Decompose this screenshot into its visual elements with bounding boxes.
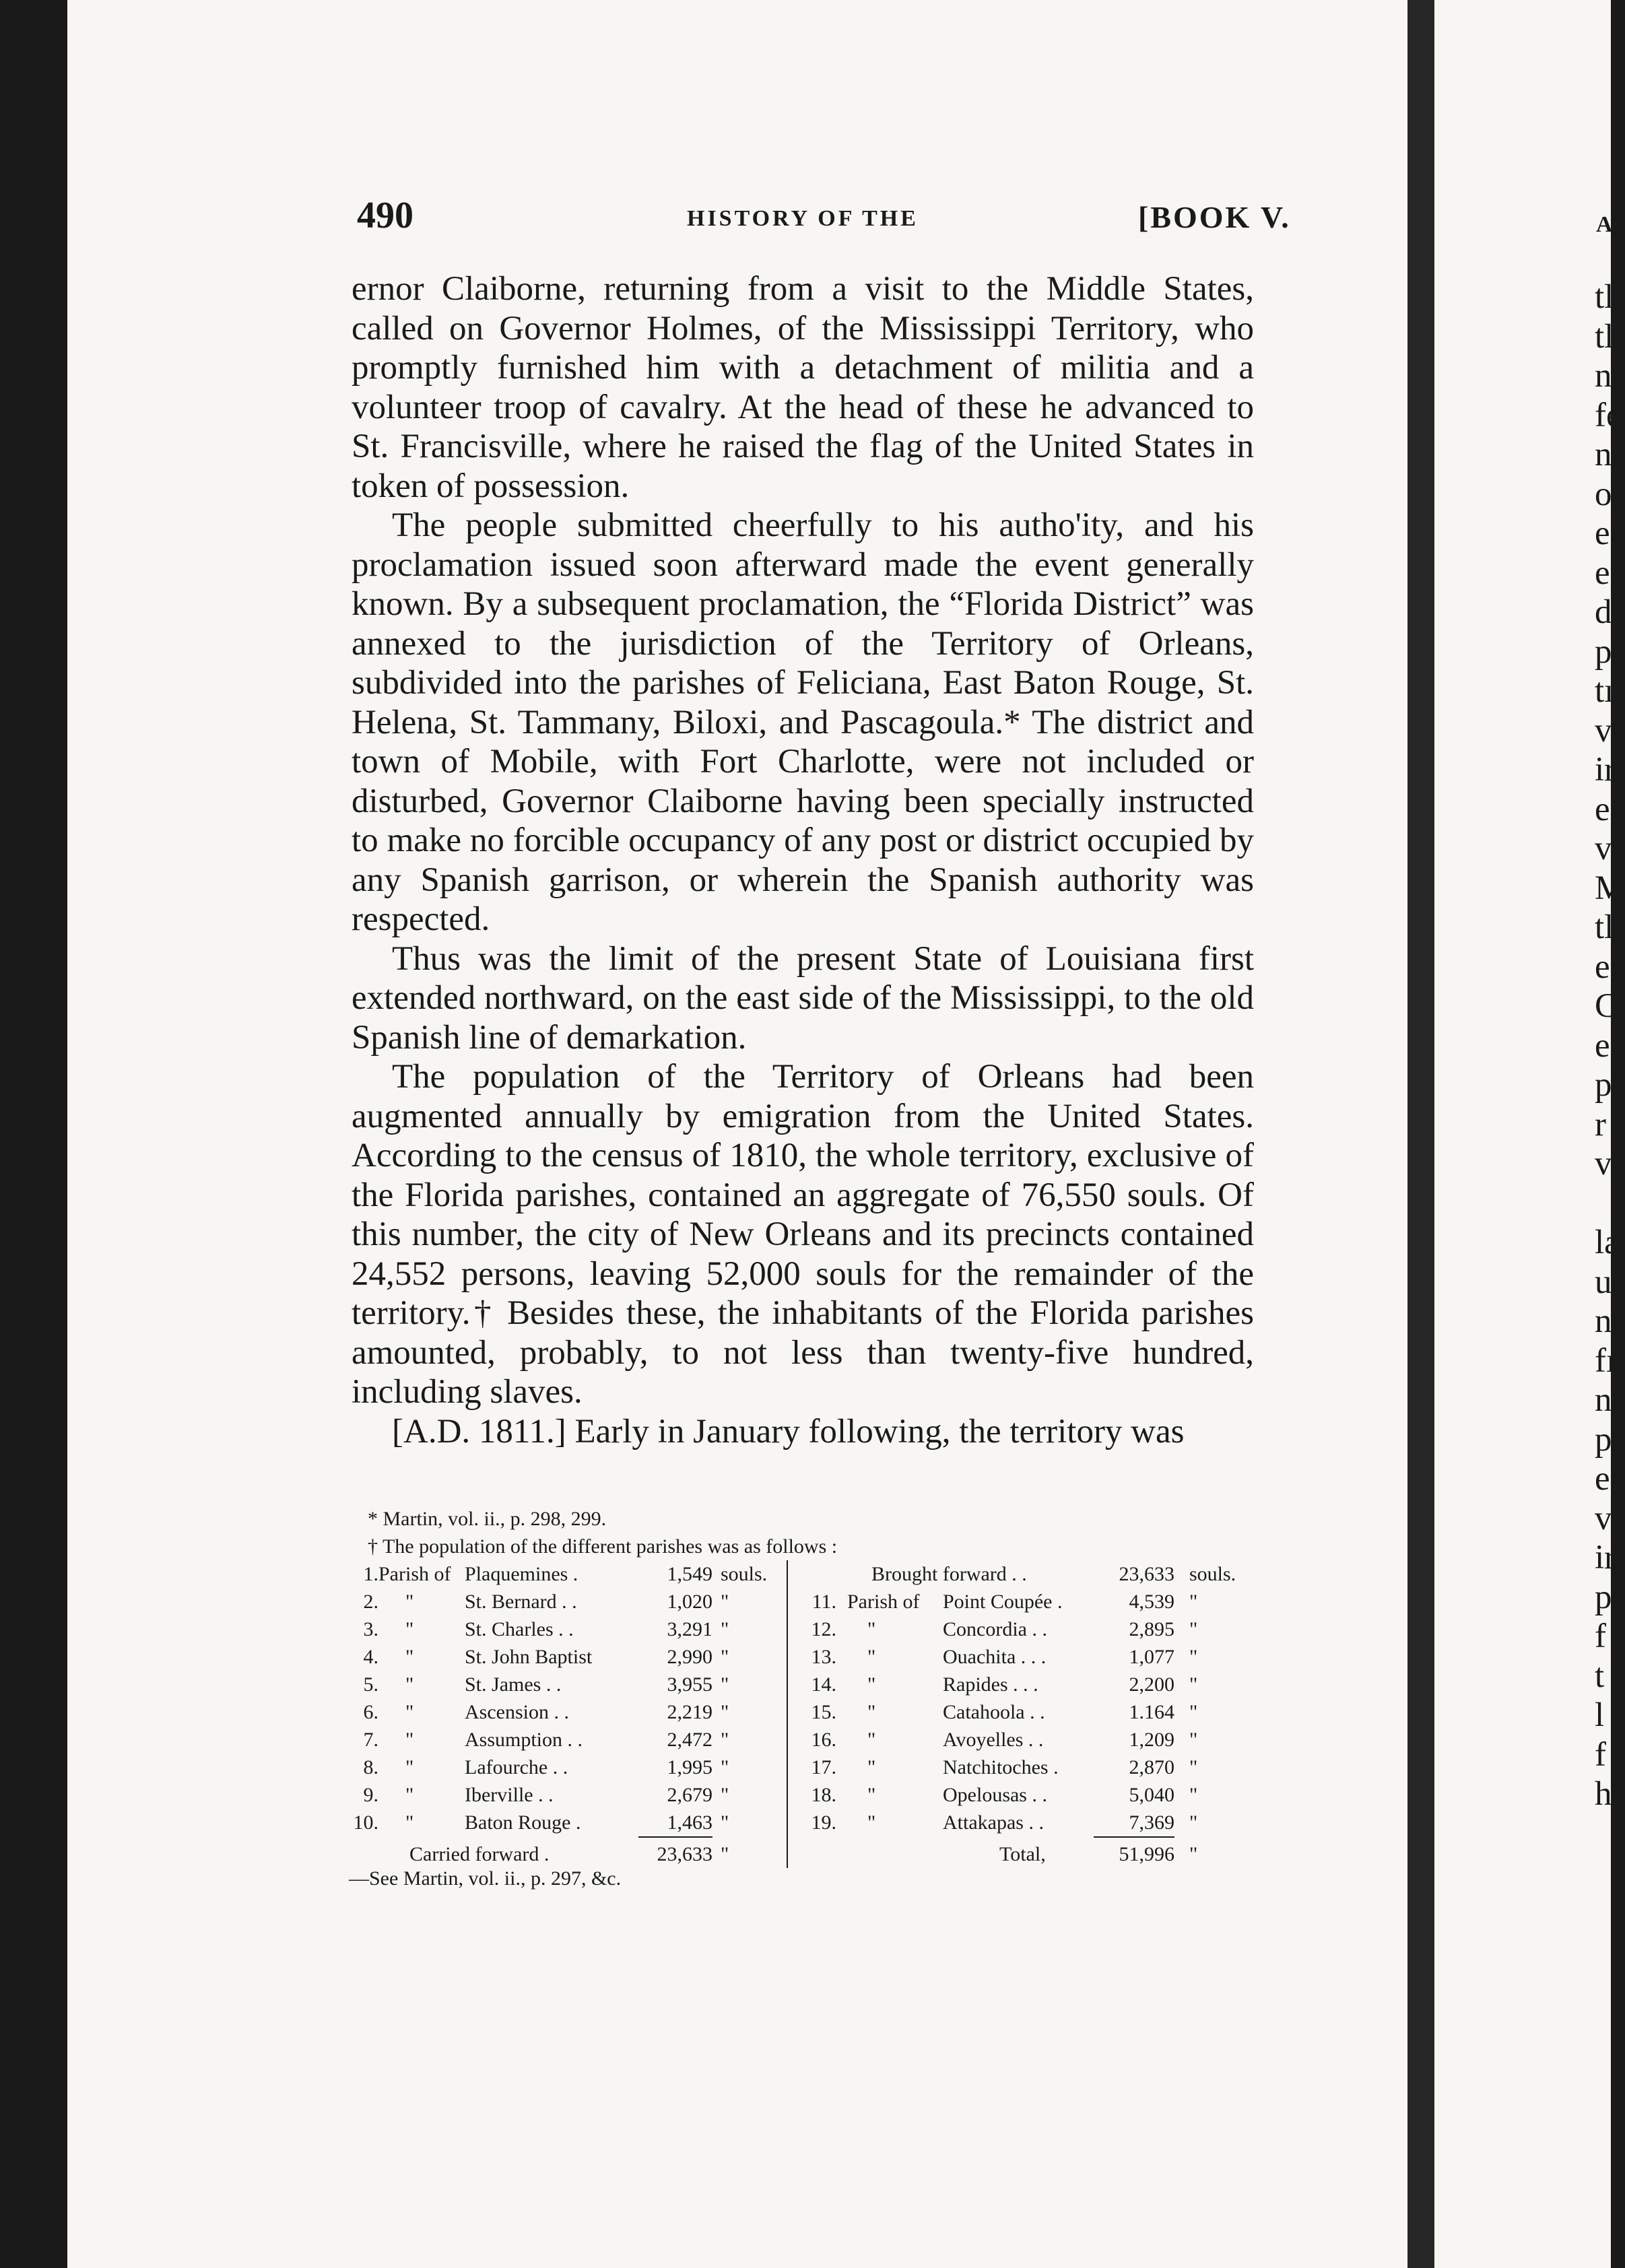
parish-name: Iberville . . [465,1784,554,1806]
facing-line-fragment: e [1595,1460,1610,1498]
left-column [349,1560,785,1868]
brought-forward-value: 23,633 [1119,1563,1174,1585]
facing-line-fragment: d [1595,593,1612,631]
parish-population: 5,040 [1129,1784,1174,1806]
parish-prefix: " [405,1673,414,1696]
parish-number: 18. [811,1784,836,1806]
parish-number: 11. [811,1591,836,1613]
parish-name: Point Coupée . [943,1591,1063,1613]
table-row [797,1840,1262,1868]
sum-rule [1094,1836,1174,1838]
facing-page-fragments [1595,277,1625,1814]
parish-name: Catahoola . . [943,1701,1045,1723]
facing-line-fragment: p [1595,1578,1612,1616]
facing-line-fragment: f [1595,1617,1606,1655]
facing-line-fragment: ir [1595,751,1616,789]
facing-line-fragment: r [1595,1105,1606,1143]
parish-name: Lafourche . . [465,1756,568,1778]
facing-line-fragment: p [1595,632,1612,671]
table-row [797,1643,1262,1671]
facing-line-fragment: tl [1595,908,1614,946]
table-row [797,1671,1262,1698]
parish-name: St. Charles . . [465,1618,574,1640]
facing-line-fragment: tl [1595,278,1614,316]
parish-unit: " [721,1729,729,1751]
parish-number: 12. [811,1618,836,1640]
parish-prefix: Parish of [847,1591,920,1613]
facing-line-fragment: t [1595,1657,1605,1695]
parish-population: 2,200 [1129,1673,1174,1696]
parish-population: 1,463 [667,1811,712,1834]
parish-population: 2,219 [667,1701,712,1723]
parish-number: 4. [363,1646,378,1668]
parish-prefix: " [405,1646,414,1668]
parish-prefix: " [867,1646,876,1668]
parish-unit: " [721,1646,729,1668]
page-number: 490 [357,195,413,236]
parish-population: 7,369 [1129,1811,1174,1834]
parish-name: St. James . . [465,1673,562,1696]
facing-line-fragment: o [1595,475,1612,513]
facing-line-fragment: u [1595,1263,1612,1301]
facing-line-fragment: v [1595,1499,1612,1537]
parish-population: 3,291 [667,1618,712,1640]
parish-name: Concordia . . [943,1618,1047,1640]
facing-line-fragment: ir [1595,1539,1616,1576]
footnotes [349,1505,1251,1892]
table-row [349,1809,785,1836]
facing-line-fragment [1595,1184,1625,1224]
paragraph: Thus was the limit of the present State of Louisiana first extended northward, on the east side of the Mississippi, to the old Spanish line of demarkation. [352,939,1254,1057]
parish-unit: " [1189,1591,1198,1613]
facing-line-fragment: n [1595,1302,1612,1340]
parish-name: Opelousas . . [943,1784,1047,1806]
table-row [797,1809,1262,1836]
parish-unit: souls. [721,1563,768,1585]
parish-population: 1,549 [667,1563,712,1585]
parish-population: 2,990 [667,1646,712,1668]
parish-population: 2,895 [1129,1618,1174,1640]
facing-line-fragment: M [1595,869,1625,907]
parish-name: Ouachita . . . [943,1646,1047,1668]
facing-page [1434,0,1625,2268]
parish-prefix: " [867,1756,876,1778]
carried-forward-unit: " [721,1843,729,1865]
parish-unit: " [1189,1729,1198,1751]
parish-number: 13. [811,1646,836,1668]
parish-prefix: " [405,1591,414,1613]
parish-unit: " [1189,1646,1198,1668]
parish-prefix: " [405,1618,414,1640]
parish-unit: " [721,1756,729,1778]
table-row [797,1754,1262,1781]
parish-number: 2. [363,1591,378,1613]
parish-population: 3,955 [667,1673,712,1696]
facing-page-header: A [1596,212,1613,237]
paragraph: The population of the Territory of Orleans had been augmented annually by emigration from the United States. According to the census of 1810, the whole territory, exclusive of the Florida parishes, contained an aggregate of 76,550 souls. Of this number, the city of New Orleans and its precincts contained 24,552 persons, leaving 52,000 souls for the remainder of the territory.† Besides these, the inhabitants of the Florida parishes amounted, probably, to not less than twenty-five hundred, including slaves. [352,1058,1254,1411]
parish-number: 1. [363,1563,378,1585]
facing-line-fragment: e [1595,554,1610,592]
parish-number: 10. [353,1811,378,1834]
parish-number: 15. [811,1701,836,1723]
table-row [349,1615,785,1643]
parish-unit: " [721,1701,729,1723]
parish-name: St. John Baptist [465,1646,593,1668]
parish-unit: " [721,1673,729,1696]
parish-number: 5. [363,1673,378,1696]
parish-unit: " [1189,1618,1198,1640]
facing-line-fragment: e [1595,790,1610,828]
parish-number: 7. [363,1729,378,1751]
paragraph: ernor Claiborne, returning from a visit to the Middle States, called on Governor Holmes, of the Mississippi Territory, who promptly furnished him with a detachment of militia and a volunteer troop of cavalry. At the head of these he advanced to St. Francisville, where he raised the flag of the United States in token of possession. [352,270,1254,505]
total-unit: " [1189,1843,1198,1865]
facing-line-fragment: e [1595,1026,1610,1065]
parish-prefix: " [867,1811,876,1834]
parish-unit: " [1189,1784,1198,1806]
parish-number: 14. [811,1673,836,1696]
facing-line-fragment: v [1595,1145,1612,1182]
parish-prefix: " [867,1701,876,1723]
brought-forward-unit: souls. [1189,1563,1236,1585]
parish-population: 1.164 [1129,1701,1174,1723]
parish-prefix: " [405,1756,414,1778]
parish-prefix: " [867,1618,876,1640]
parish-number: 9. [363,1784,378,1806]
parish-number: 3. [363,1618,378,1640]
body-text [352,269,1254,1451]
book-gutter [1407,0,1434,2268]
parish-population: 2,472 [667,1729,712,1751]
carried-forward-value: 23,633 [657,1843,712,1865]
parish-name: Ascension . . [465,1701,569,1723]
facing-line-fragment: e [1595,514,1610,552]
table-row [349,1840,785,1868]
footnote-source: —See Martin, vol. ii., p. 297, &c. [349,1867,622,1890]
table-row [797,1698,1262,1726]
facing-line-fragment: n [1595,357,1612,395]
facing-line-fragment: v [1595,830,1612,867]
book-label: [BOOK V. [1138,200,1291,234]
carried-forward-label: Carried forward . [409,1843,550,1865]
parish-prefix: " [405,1784,414,1806]
parish-unit: " [1189,1673,1198,1696]
parish-name: Attakapas . . [943,1811,1044,1834]
table-row [349,1781,785,1809]
parish-unit: " [721,1784,729,1806]
facing-line-fragment: p [1595,1066,1612,1104]
parish-population: 2,679 [667,1784,712,1806]
parish-unit: " [721,1591,729,1613]
parish-number: 17. [811,1756,836,1778]
parish-prefix: " [405,1811,414,1834]
facing-line-fragment: p [1595,1420,1612,1459]
facing-line-fragment: l [1595,1696,1605,1734]
table-row [797,1781,1262,1809]
table-row [349,1560,785,1588]
parish-prefix: " [867,1673,876,1696]
footnote-population: † The population of the different parishes was as follows : [368,1535,838,1558]
table-row [349,1754,785,1781]
parish-population: 1,995 [667,1756,712,1778]
facing-line-fragment: fı [1595,1341,1616,1380]
parish-name: Plaquemines . [465,1563,578,1585]
facing-line-fragment: n [1595,1381,1612,1419]
table-row [349,1698,785,1726]
parish-name: St. Bernard . . [465,1591,577,1613]
parish-number: 16. [811,1729,836,1751]
facing-line-fragment: fe [1595,396,1622,434]
paragraph: [A.D. 1811.] Early in January following, the territory was [392,1412,1185,1450]
parish-unit: " [721,1618,729,1640]
parish-unit: " [1189,1756,1198,1778]
parish-unit: " [721,1811,729,1834]
parish-population-table [349,1560,1251,1910]
parish-population: 1,209 [1129,1729,1174,1751]
parish-unit: " [1189,1811,1198,1834]
parish-population: 1,077 [1129,1646,1174,1668]
parish-name: Baton Rouge . [465,1811,581,1834]
total-label: Total, [999,1843,1046,1865]
table-row [797,1560,1262,1588]
total-value: 51,996 [1119,1843,1174,1865]
parish-name: Rapides . . . [943,1673,1038,1696]
parish-name: Natchitoches . [943,1756,1059,1778]
parish-name: Assumption . . [465,1729,583,1751]
facing-line-fragment: f [1595,1735,1606,1774]
table-row [797,1615,1262,1643]
parish-prefix: " [867,1784,876,1806]
table-row [797,1726,1262,1754]
facing-line-fragment: v [1595,711,1612,749]
facing-line-fragment: tı [1595,672,1614,710]
parish-population: 1,020 [667,1591,712,1613]
parish-prefix: " [405,1701,414,1723]
paragraph: The people submitted cheerfully to his autho'ity, and his proclamation issued soon afterward made the event generally known. By a subsequent proclamation, the “Florida District” was annexed to the jurisdiction of the Territory of Orleans, subdivided into the parishes of Feliciana, East Baton Rouge, St. Helena, St. Tammany, Biloxi, and Pascagoula.* The district and town of Mobile, with Fort Charlotte, were not included or disturbed, Governor Claiborne having been specially instructed to make no forcible occupancy of any post or district occupied by any Spanish garrison, or wherein the Spanish authority was respected. [352,506,1254,938]
facing-line-fragment: h [1595,1775,1612,1813]
facing-line-fragment: tl [1595,317,1614,356]
parish-prefix: " [405,1729,414,1751]
right-column [787,1560,1262,1868]
parish-prefix: Parish of [378,1563,451,1585]
brought-forward-label: Brought forward . . [871,1563,1027,1585]
parish-population: 2,870 [1129,1756,1174,1778]
parish-unit: " [1189,1701,1198,1723]
parish-number: 19. [811,1811,836,1834]
table-row [349,1726,785,1754]
facing-line-fragment: n [1595,436,1612,473]
table-row [349,1671,785,1698]
sum-rule [638,1836,712,1838]
running-title: HISTORY OF THE [687,206,919,231]
table-row [797,1588,1262,1615]
parish-number: 8. [363,1756,378,1778]
footnote-martin: * Martin, vol. ii., p. 298, 299. [368,1508,607,1530]
facing-line-fragment: la [1595,1224,1620,1261]
parish-prefix: " [867,1729,876,1751]
facing-line-fragment: e [1595,947,1610,986]
parish-number: 6. [363,1701,378,1723]
parish-name: Avoyelles . . [943,1729,1044,1751]
table-row [349,1643,785,1671]
facing-line-fragment: C [1595,987,1618,1025]
table-row [349,1588,785,1615]
parish-population: 4,539 [1129,1591,1174,1613]
